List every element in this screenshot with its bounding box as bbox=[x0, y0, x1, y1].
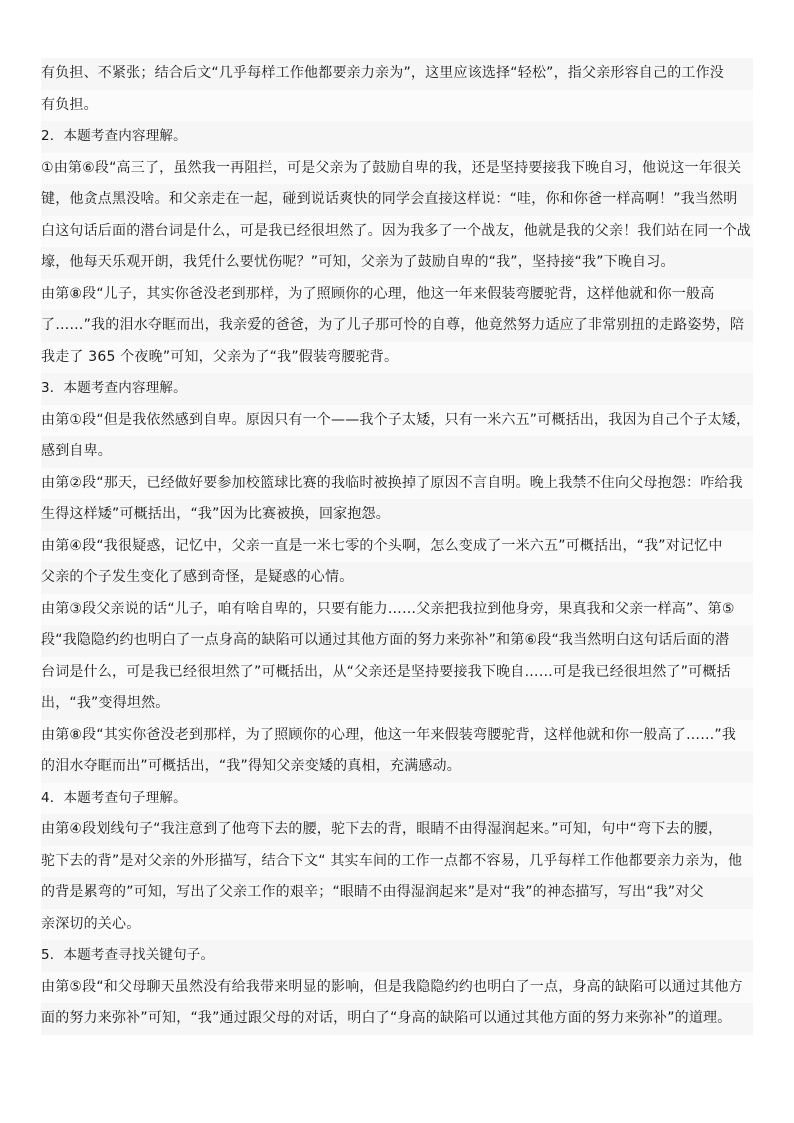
text-line: 由第①段“但是我依然感到自卑。原因只有一个——我个子太矮，只有一米六五”可概括出，我因为自己个子太矮， bbox=[41, 405, 753, 437]
text-line: 的背是累弯的”可知，写出了父亲工作的艰辛；“眼睛不由得湿润起来”是对“我”的神态描写，写出“我”对父 bbox=[41, 877, 753, 909]
text-line: 面的努力来弥补”可知，“我”通过跟父母的对话，明白了“身高的缺陷可以通过其他方面的努力来弥补”的道理。 bbox=[41, 1003, 753, 1035]
text-line: 白这句话后面的潜台词是什么，可是我已经很坦然了。因为我多了一个战友，他就是我的父亲！我们站在同一个战 bbox=[41, 216, 753, 248]
text-line: 了……”我的泪水夺眶而出，我亲爱的爸爸，为了儿子那可怜的自尊，他竟然努力适应了非常别扭的走路姿势，陪 bbox=[41, 310, 753, 342]
text-line: 由第②段“那天，已经做好要参加校篮球比赛的我临时被换掉了原因不言自明。晚上我禁不住向父母抱怨：咋给我 bbox=[41, 468, 753, 500]
section-heading: 4．本题考查句子理解。 bbox=[41, 783, 753, 815]
text-line: 我走了 365 个夜晚”可知，父亲为了“我”假装弯腰驼背。 bbox=[41, 342, 753, 374]
text-line: 亲深切的关心。 bbox=[41, 909, 753, 941]
text-line: 由第④段划线句子“我注意到了他弯下去的腰，驼下去的背，眼睛不由得湿润起来。”可知，句中“弯下去的腰， bbox=[41, 814, 753, 846]
section-heading: 5．本题考查寻找关键句子。 bbox=[41, 940, 753, 972]
text-line: 键，他贪点黑没啥。和父亲走在一起，碰到说话爽快的同学会直接这样说：“哇，你和你爸一样高啊！”我当然明 bbox=[41, 184, 753, 216]
text-line: 由第⑧段“儿子，其实你爸没老到那样，为了照顾你的心理，他这一年来假装弯腰驼背，这样他就和你一般高 bbox=[41, 279, 753, 311]
text-line: 驼下去的背”是对父亲的外形描写，结合下文“ 其实车间的工作一点都不容易，几乎每样工作他都要亲力亲为，他 bbox=[41, 846, 753, 878]
text-line: 生得这样矮”可概括出，“我”因为比赛被换，回家抱怨。 bbox=[41, 499, 753, 531]
text-line: 由第⑤段“和父母聊天虽然没有给我带来明显的影响，但是我隐隐约约也明白了一点，身高的缺陷可以通过其他方 bbox=[41, 972, 753, 1004]
text-line: 由第④段“我很疑惑，记忆中，父亲一直是一米七零的个头啊，怎么变成了一米六五”可概括出，“我”对记忆中 bbox=[41, 531, 753, 563]
text-line: 父亲的个子发生变化了感到奇怪，是疑惑的心情。 bbox=[41, 562, 753, 594]
answer-text-block bbox=[41, 58, 753, 1035]
text-line: 有负担、不紧张；结合后文“几乎每样工作他都要亲力亲为”，这里应该选择“轻松”，指父亲形容自己的工作没 bbox=[41, 58, 753, 90]
text-line: ①由第⑥段“高三了，虽然我一再阻拦，可是父亲为了鼓励自卑的我，还是坚持要接我下晚自习，他说这一年很关 bbox=[41, 153, 753, 185]
text-line: 感到自卑。 bbox=[41, 436, 753, 468]
text-line: 出，“我”变得坦然。 bbox=[41, 688, 753, 720]
text-line: 段“我隐隐约约也明白了一点身高的缺陷可以通过其他方面的努力来弥补”和第⑥段“我当然明白这句话后面的潜 bbox=[41, 625, 753, 657]
text-line: 由第③段父亲说的话“儿子，咱有啥自卑的，只要有能力……父亲把我拉到他身旁，果真我和父亲一样高”、第⑤ bbox=[41, 594, 753, 626]
text-line: 壕，他每天乐观开朗，我凭什么要忧伤呢？”可知，父亲为了鼓励自卑的“我”，坚持接“我”下晚自习。 bbox=[41, 247, 753, 279]
text-line: 由第⑧段“其实你爸没老到那样，为了照顾你的心理，他这一年来假装弯腰驼背，这样他就和你一般高了……”我 bbox=[41, 720, 753, 752]
section-heading: 3．本题考查内容理解。 bbox=[41, 373, 753, 405]
text-line: 有负担。 bbox=[41, 90, 753, 122]
text-line: 台词是什么，可是我已经很坦然了”可概括出，从“父亲还是坚持要接我下晚自……可是我已经很坦然了”可概括 bbox=[41, 657, 753, 689]
section-heading: 2．本题考查内容理解。 bbox=[41, 121, 753, 153]
text-line: 的泪水夺眶而出”可概括出，“我”得知父亲变矮的真相，充满感动。 bbox=[41, 751, 753, 783]
